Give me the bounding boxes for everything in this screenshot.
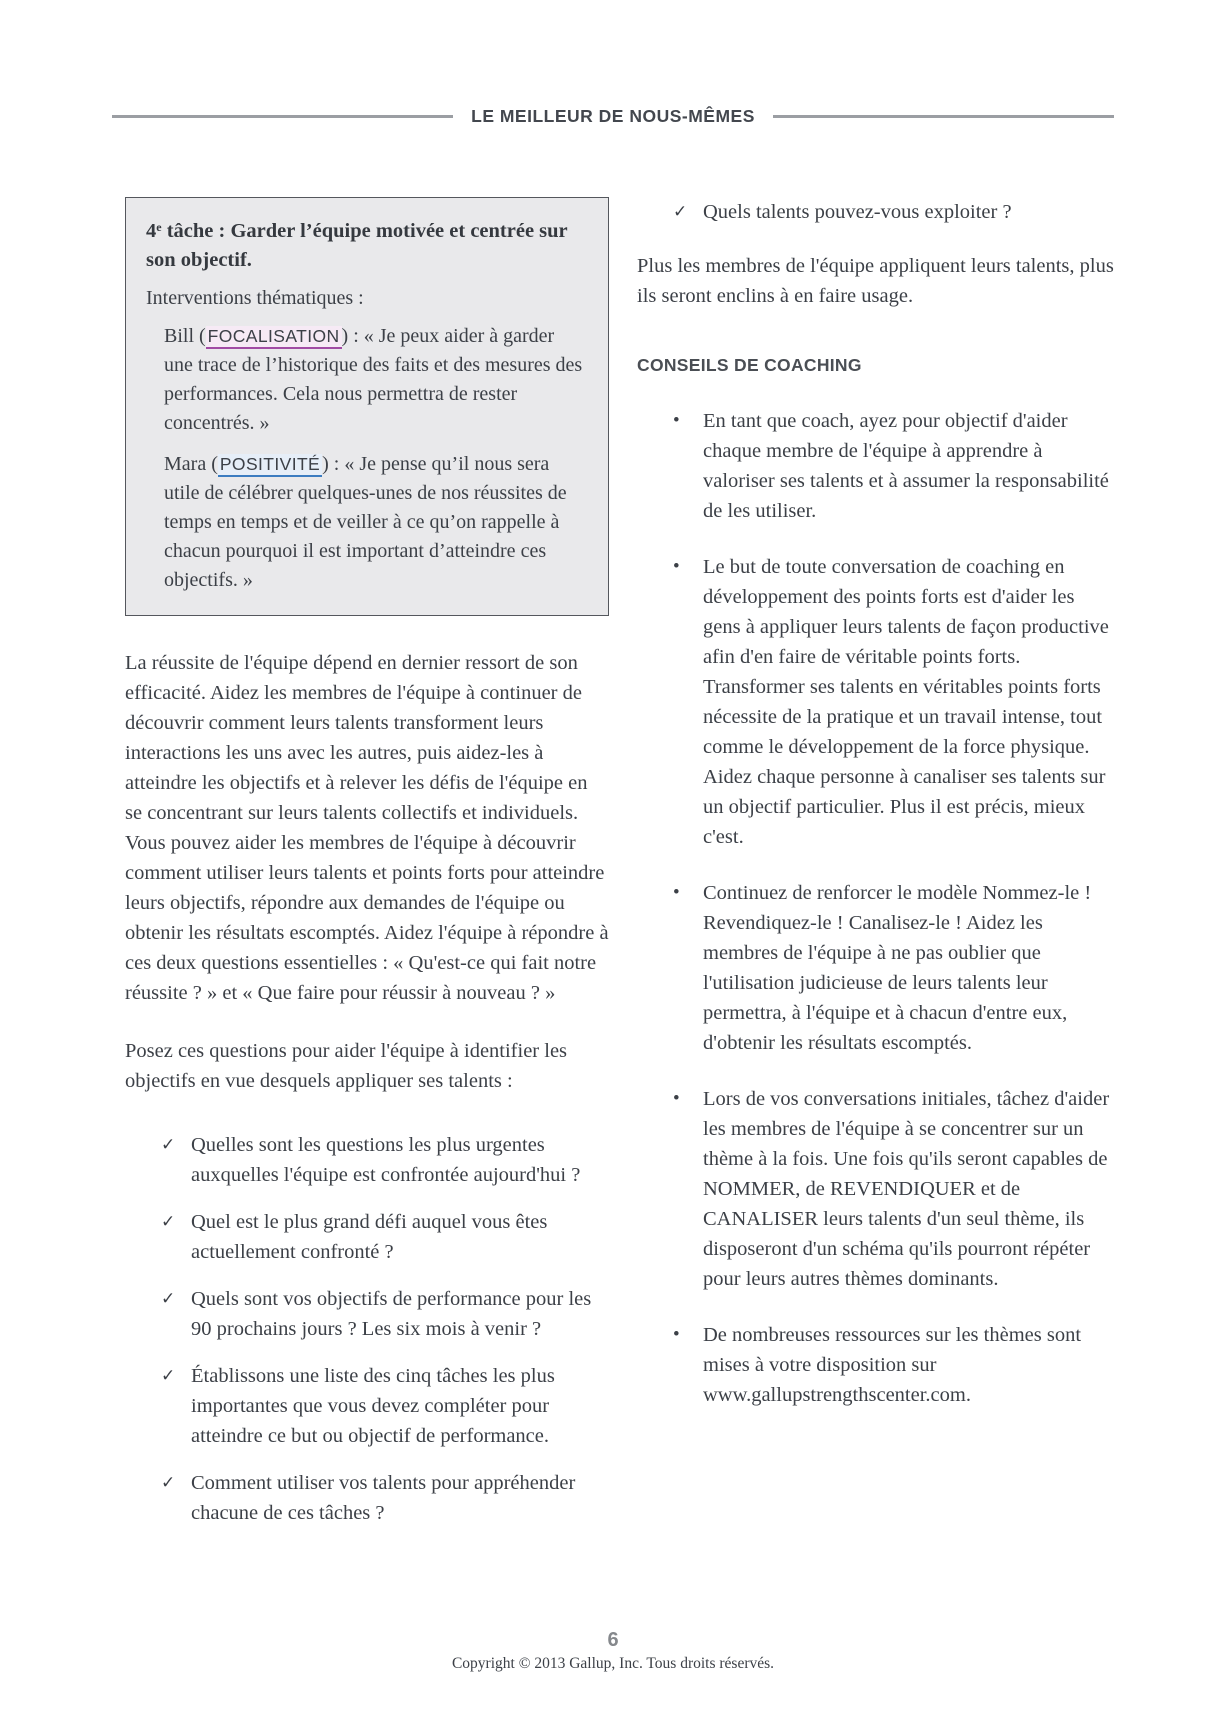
list-item [637,1084,1115,1294]
checklist-item-text: Quels sont vos objectifs de performance pour les 90 prochains jours ? Les six mois à venir ? [191,1288,592,1340]
list-item [637,406,1115,526]
bullet-icon: • [673,410,680,431]
bullet-icon: • [673,882,680,903]
check-icon: ✓ [161,1473,176,1493]
check-icon: ✓ [161,1135,176,1155]
quote-mara-text: ) : « Je pense qu’il nous sera utile de célébrer quelques-unes de nos réussites de temps en temps et de veiller à ce qu’on rappelle à chacun pourquoi il est important d’atteindre ces objectifs. » [164,453,567,591]
check-icon: ✓ [161,1212,176,1232]
check-icon: ✓ [673,202,688,222]
coaching-tips-heading: CONSEILS DE COACHING [637,355,862,375]
task-title-text: tâche : Garder l’équipe motivée et centrée sur son objectif. [146,220,568,271]
header-rule-left [112,115,453,118]
checklist-item-text: Quel est le plus grand défi auquel vous êtes actuellement confronté ? [191,1211,548,1263]
quote-bill-prefix: Bill ( [164,325,206,347]
header-rule-right [773,115,1114,118]
bullet-icon: • [673,1324,680,1345]
checklist-item-text: Comment utiliser vos talents pour appréhender chacune de ces tâches ? [191,1472,576,1524]
theme-focalisation-label: FOCALISATION [206,326,342,349]
bullet-item-text: Lors de vos conversations initiales, tâchez d'aider les membres de l'équipe à se concentrer sur un thème à la fois. Une fois qu'ils seront capables de NOMMER, de REVENDIQUER et de CANALISER leurs talents d'un seul thème, ils disposeront d'un schéma qu'ils pourront répéter pour leurs autres thèmes dominants. [703,1088,1110,1290]
page-number: 6 [607,1629,619,1651]
page-footer [0,1628,1226,1673]
questions-checklist [125,1130,609,1528]
body-paragraph-success: La réussite de l'équipe dépend en dernier ressort de son efficacité. Aidez les membres de l'équipe à continuer de découvrir comment leurs talents transforment leurs interactions les uns avec les autres, puis aidez-les à atteindre les objectifs et à relever les défis de l'équipe en se concentrant sur leurs talents collectifs et individuels. Vous pouvez aider les membres de l'équipe à découvrir comment utiliser leurs talents et points forts pour atteindre leurs objectifs, répondre aux demandes de l'équipe ou obtenir les résultats escomptés. Aidez l'équipe à répondre à ces deux questions essentielles : « Qu'est-ce qui fait notre réussite ? » et « Que faire pour réussir à nouveau ? » [125,652,609,1004]
task-callout-box [125,197,609,616]
task-box-title [146,213,588,275]
bullet-item-text: Le but de toute conversation de coaching en développement des points forts est d'aider les gens à appliquer leurs talents de façon productive afin d'en faire de véritable points forts. Transformer ses talents en véritables points forts nécessite de la pratique et un travail intense, tout comme le développement de la force physique. Aidez chaque personne à canaliser ses talents sur un objectif particulier. Plus il est précis, mieux c'est. [703,556,1109,848]
quote-mara [164,450,588,595]
bullet-icon: • [673,556,680,577]
quote-bill-text: ) : « Je peux aider à garder une trace de l’historique des faits et des mesures des performances. Cela nous permettra de rester concentrés. » [164,325,583,434]
list-item [637,878,1115,1058]
list-item [125,1207,609,1267]
list-item [125,1130,609,1190]
list-item [125,1284,609,1344]
task-box-subtitle: Interventions thématiques : [146,287,364,309]
running-head-title: LE MEILLEUR DE NOUS-MÊMES [471,106,755,126]
list-item [637,1320,1115,1410]
page-header [112,106,1114,127]
list-item [637,552,1115,852]
right-column [637,197,1115,1545]
checklist-item-text: Quelles sont les questions les plus urgentes auxquelles l'équipe est confrontée aujourd'hui ? [191,1134,581,1186]
bullet-icon: • [673,1088,680,1109]
coaching-tips-list [637,406,1115,1410]
body-paragraph-apply-talents: Plus les membres de l'équipe appliquent leurs talents, plus ils seront enclins à en faire usage. [637,255,1114,307]
task-number-ordinal: e [156,220,162,234]
check-icon: ✓ [161,1289,176,1309]
body-paragraph-questions-intro: Posez ces questions pour aider l'équipe à identifier les objectifs en vue desquels appliquer ses talents : [125,1040,568,1092]
task-number: 4 [146,220,157,242]
checklist-item-text: Établissons une liste des cinq tâches les plus importantes que vous devez compléter pour atteindre ce but ou objectif de performance. [191,1365,555,1447]
checklist-item-text: Quels talents pouvez-vous exploiter ? [703,201,1012,223]
theme-positivite-label: POSITIVITÉ [218,454,322,477]
list-item [637,197,1115,227]
bullet-item-text: De nombreuses ressources sur les thèmes sont mises à votre disposition sur www.gallupstrengthscenter.com. [703,1324,1082,1406]
copyright-notice: Copyright © 2013 Gallup, Inc. Tous droits réservés. [451,1655,775,1672]
bullet-item-text: Continuez de renforcer le modèle Nommez-le ! Revendiquez-le ! Canalisez-le ! Aidez les membres de l'équipe à ne pas oublier que l'utilisation judicieuse de leurs talents leur permettra, à l'équipe et à chacun d'entre eux, d'obtenir les résultats escomptés. [703,882,1092,1054]
quote-bill [164,322,588,438]
check-icon: ✓ [161,1366,176,1386]
bullet-item-text: En tant que coach, ayez pour objectif d'aider chaque membre de l'équipe à apprendre à valoriser ses talents et à assumer la responsabilité de les utiliser. [703,410,1109,522]
two-column-content [125,197,1115,1545]
left-column [125,197,609,1545]
list-item [125,1361,609,1451]
quote-mara-prefix: Mara ( [164,453,218,475]
list-item [125,1468,609,1528]
